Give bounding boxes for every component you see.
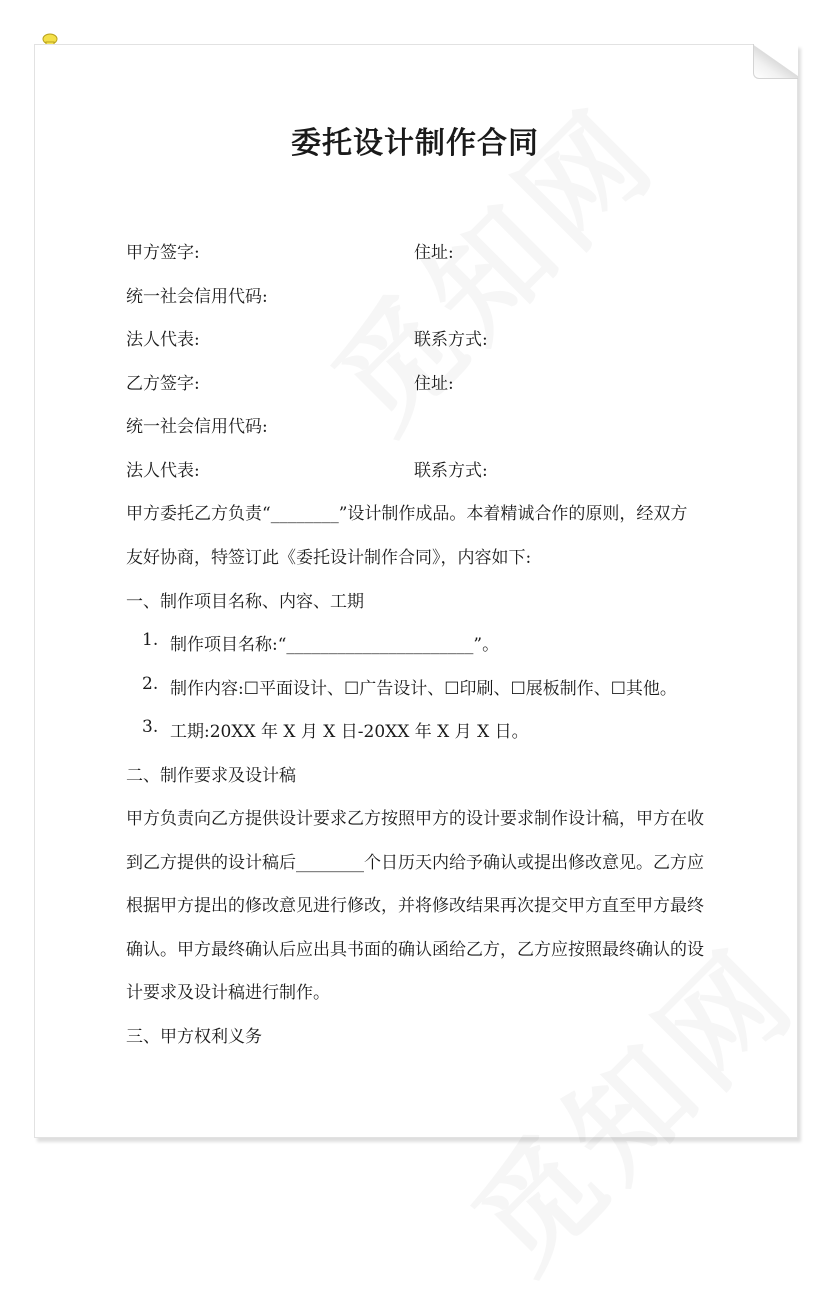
section-2-line-2: 到乙方提供的设计稿后________个日历天内给予确认或提出修改意见。乙方应 <box>126 853 704 873</box>
party-a-legal-rep-label: 法人代表: <box>126 330 200 350</box>
section-2-line-4: 确认。甲方最终确认后应出具书面的确认函给乙方，乙方应按照最终确认的设 <box>126 940 704 960</box>
party-b-contact-label: 联系方式: <box>414 461 488 481</box>
section-2-line-1: 甲方负责向乙方提供设计要求乙方按照甲方的设计要求制作设计稿，甲方在收 <box>126 809 704 829</box>
section-2-line-3: 根据甲方提出的修改意见进行修改，并将修改结果再次提交甲方直至甲方最终 <box>126 896 704 916</box>
party-b-legal-rep-label: 法人代表: <box>126 461 200 481</box>
section-2-line-5: 计要求及设计稿进行制作。 <box>126 983 330 1003</box>
party-b-sign-label: 乙方签字: <box>126 374 200 394</box>
party-b-credit-code-label: 统一社会信用代码: <box>126 417 268 437</box>
document-title: 委托设计制作合同 <box>291 126 539 161</box>
intro-line-2: 友好协商，特签订此《委托设计制作合同》，内容如下: <box>126 548 532 568</box>
section-1-heading: 一、制作项目名称、内容、工期 <box>126 592 364 612</box>
item-1-number: 1. <box>142 630 159 650</box>
section-2-heading: 二、制作要求及设计稿 <box>126 766 296 786</box>
section-3-heading: 三、甲方权利义务 <box>126 1027 262 1047</box>
item-2-text: 制作内容:☐平面设计、☐广告设计、☐印刷、☐展板制作、☐其他。 <box>170 679 677 699</box>
item-3-text: 工期:20XX 年 X 月 X 日-20XX 年 X 月 X 日。 <box>170 722 529 742</box>
party-a-credit-code-label: 统一社会信用代码: <box>126 287 268 307</box>
party-a-contact-label: 联系方式: <box>414 330 488 350</box>
party-a-sign-label: 甲方签字: <box>126 243 200 263</box>
party-a-address-label: 住址: <box>414 243 454 263</box>
item-3-number: 3. <box>142 717 159 737</box>
page-curl <box>753 44 798 79</box>
party-b-address-label: 住址: <box>414 374 454 394</box>
intro-line-1: 甲方委托乙方负责“________”设计制作成品。本着精诚合作的原则，经双方 <box>126 504 688 524</box>
item-1-text: 制作项目名称:“______________________”。 <box>170 635 500 655</box>
item-2-number: 2. <box>142 674 159 694</box>
